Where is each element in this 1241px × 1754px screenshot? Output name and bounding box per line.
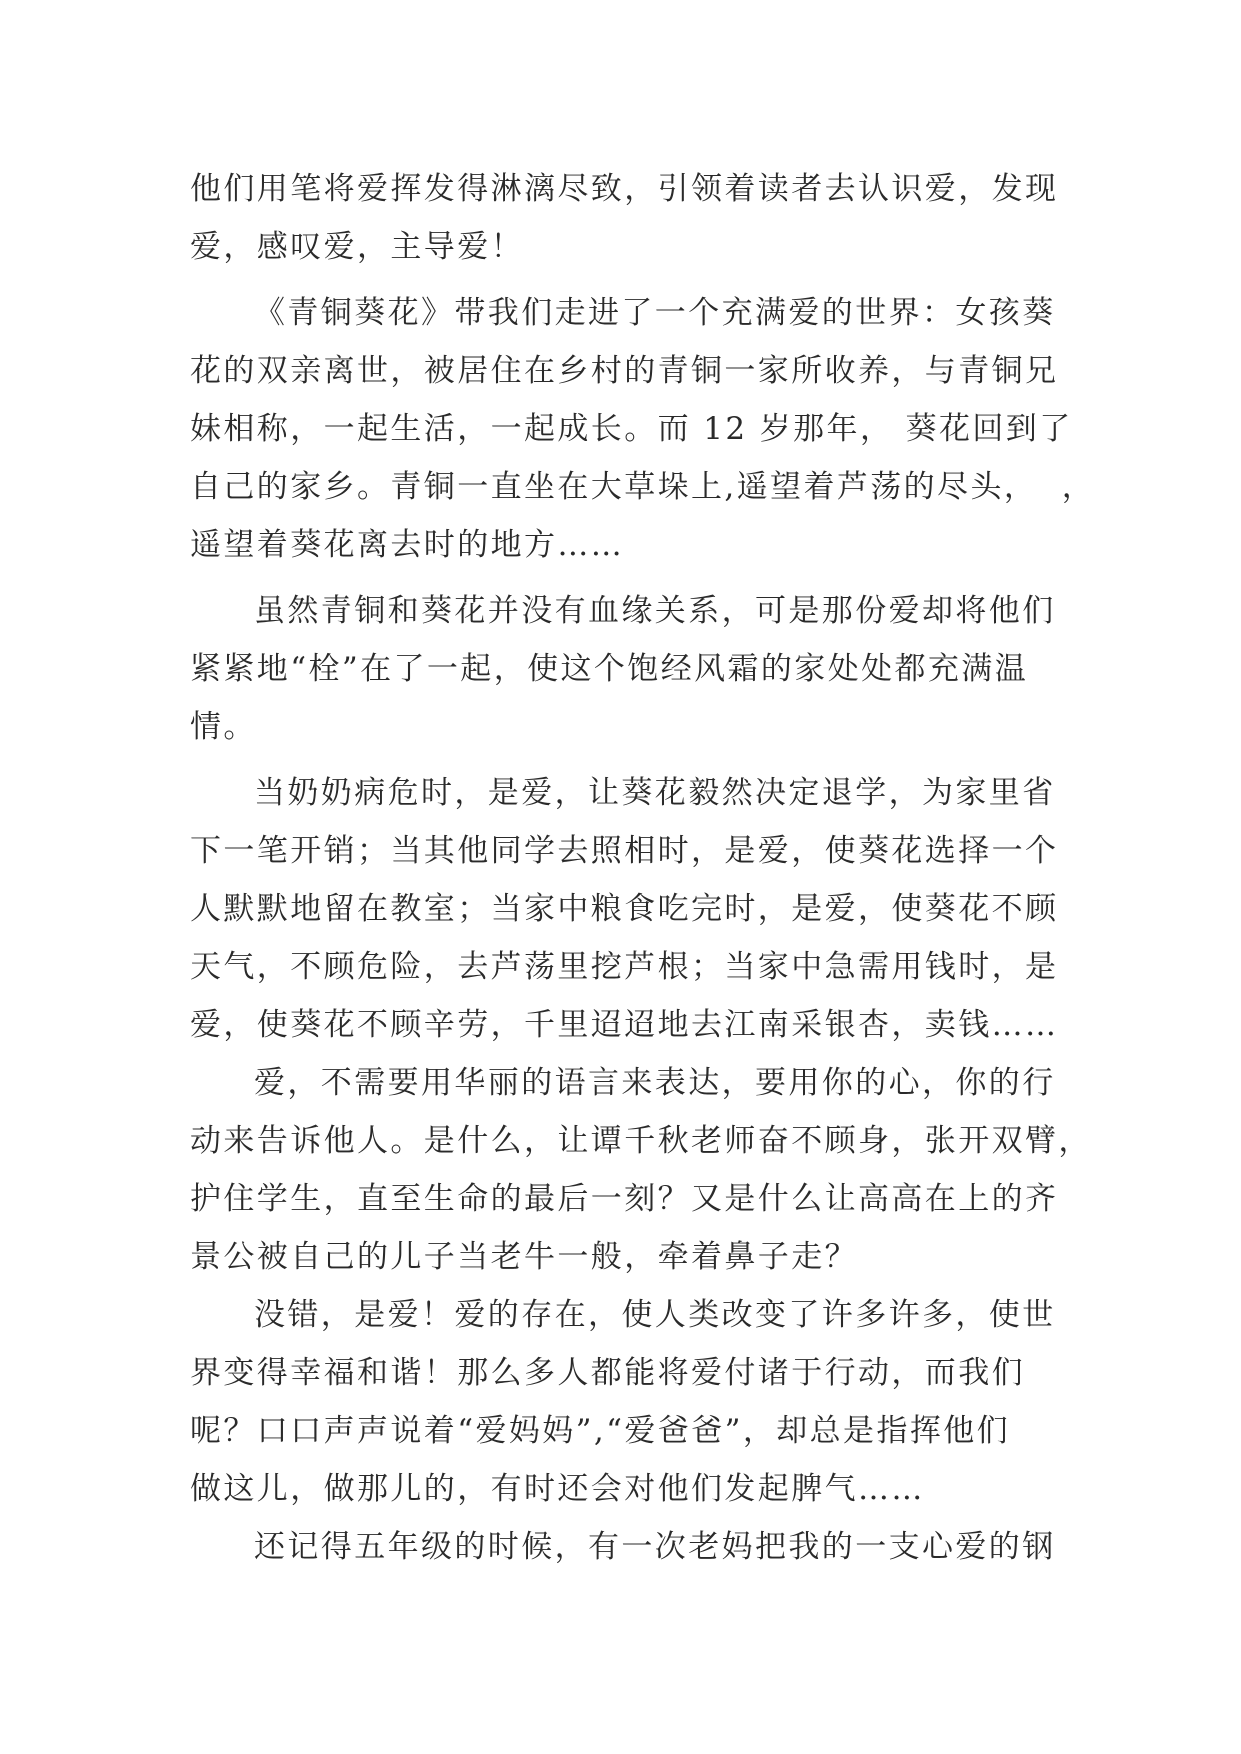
text-line: 爱，使葵花不顾辛劳，千里迢迢地去江南采银杏，卖钱…… bbox=[190, 1007, 1059, 1043]
text-line: 天气，不顾危险，去芦荡里挖芦根；当家中急需用钱时，是 bbox=[190, 949, 1059, 985]
text-line: 花的双亲离世，被居住在乡村的青铜一家所收养，与青铜兄 bbox=[190, 353, 1059, 389]
text-line: 当奶奶病危时，是爱，让葵花毅然决定退学，为家里省 bbox=[254, 775, 1056, 811]
text-line: 他们用笔将爱挥发得淋漓尽致，引领着读者去认识爱，发现 bbox=[190, 171, 1059, 207]
text-line: 自己的家乡。青铜一直坐在大草垛上,遥望着芦荡的尽头， ， bbox=[190, 469, 1096, 505]
text-line: 没错，是爱！爱的存在，使人类改变了许多许多，使世 bbox=[254, 1297, 1056, 1333]
text-line: 呢？口口声声说着“爱妈妈”,“爱爸爸”，却总是指挥他们 bbox=[190, 1413, 1011, 1449]
text-line: 景公被自己的儿子当老牛一般，牵着鼻子走？ bbox=[190, 1239, 858, 1275]
text-line: 界变得幸福和谐！那么多人都能将爱付诸于行动，而我们 bbox=[190, 1355, 1025, 1391]
text-line: 虽然青铜和葵花并没有血缘关系，可是那份爱却将他们 bbox=[254, 593, 1056, 629]
text-line: 情。 bbox=[190, 709, 257, 745]
text-line: 动来告诉他人。是什么，让谭千秋老师奋不顾身，张开双臂， bbox=[190, 1123, 1092, 1159]
text-line: 下一笔开销；当其他同学去照相时，是爱，使葵花选择一个 bbox=[190, 833, 1059, 869]
text-line: 妹相称，一起生活，一起成长。而 12 岁那年， 葵花回到了 bbox=[190, 411, 1073, 447]
text-line: 还记得五年级的时候，有一次老妈把我的一支心爱的钢 bbox=[254, 1529, 1056, 1565]
text-line: 护住学生，直至生命的最后一刻？又是什么让高高在上的齐 bbox=[190, 1181, 1059, 1217]
text-line: 紧紧地“栓”在了一起，使这个饱经风霜的家处处都充满温 bbox=[190, 651, 1029, 687]
text-line: 做这儿，做那儿的，有时还会对他们发起脾气…… bbox=[190, 1471, 925, 1507]
body-text bbox=[190, 160, 1096, 1576]
text-line: 《青铜葵花》带我们走进了一个充满爱的世界：女孩葵 bbox=[254, 295, 1056, 331]
text-line: 爱，不需要用华丽的语言来表达，要用你的心，你的行 bbox=[254, 1065, 1056, 1101]
text-line: 爱，感叹爱，主导爱！ bbox=[190, 229, 524, 265]
text-line: 人默默地留在教室；当家中粮食吃完时，是爱，使葵花不顾 bbox=[190, 891, 1059, 927]
text-line: 遥望着葵花离去时的地方…… bbox=[190, 527, 625, 563]
